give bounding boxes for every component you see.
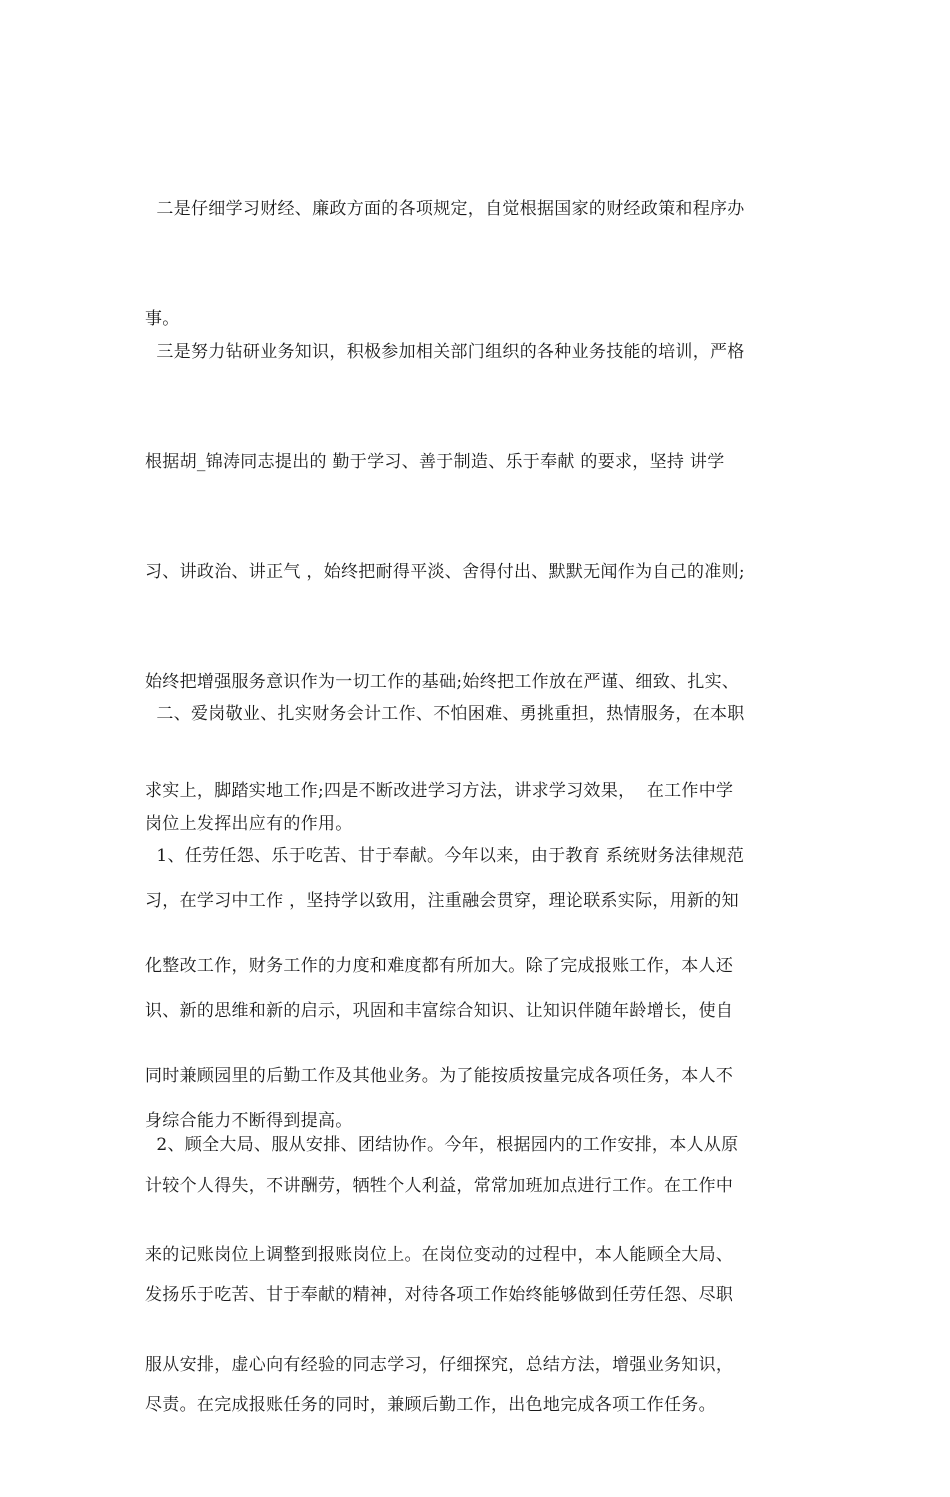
paragraph-5 <box>145 1054 810 1457</box>
text-line: 习、讲政治、讲正气 ，始终把耐得平淡、舍得付出、默默无闻作为自己的准则; <box>145 561 745 582</box>
text-line: 尽责。在完成报账任务的同时，兼顾后勤工作，出色地完成各项工作任务。 <box>145 1395 716 1416</box>
text-line: 来的记账岗位上调整到报账岗位上。在岗位变动的过程中，本人能顾全大局、 <box>145 1244 734 1265</box>
text-line: 三是努力钻研业务知识，积极参加相关部门组织的各种业务技能的培训，严格 <box>145 342 745 363</box>
text-line: 识、新的思维和新的启示，巩固和丰富综合知识、让知识伴随年龄增长，使自 <box>145 1000 734 1021</box>
text-line: 求实上，脚踏实地工作;四是不断改进学习方法，讲求学习效果， 在工作中学 <box>145 781 734 802</box>
text-line: 1、任劳任怨、乐于吃苦、甘于奉献。今年以来，由于教育 系统财务法律规范 <box>145 846 745 867</box>
text-line: 二是仔细学习财经、廉政方面的各项规定，自觉根据国家的财经政策和程序办 <box>145 199 745 220</box>
text-line: 身综合能力不断得到提高。 <box>145 1110 353 1131</box>
text-line: 计较个人得失，不讲酬劳，牺牲个人利益，常常加班加点进行工作。在工作中 <box>145 1175 734 1196</box>
text-line: 根据胡_锦涛同志提出的 勤于学习、善于制造、乐于奉献 的要求，坚持 讲学 <box>145 451 725 472</box>
text-line: 2、顾全大局、服从安排、团结协作。今年，根据园内的工作安排，本人从原 <box>145 1135 739 1156</box>
text-line: 始终把增强服务意识作为一切工作的基础;始终把工作放在严谨、细致、扎实、 <box>145 671 740 692</box>
text-line: 化整改工作，财务工作的力度和难度都有所加大。除了完成报账工作，本人还 <box>145 955 734 976</box>
text-line: 岗位上发挥出应有的作用。 <box>145 813 353 834</box>
text-line: 习，在学习中工作 ，坚持学以致用，注重融会贯穿，理论联系实际，用新的知 <box>145 891 739 912</box>
text-line: 二、爱岗敬业、扎实财务会计工作、不怕困难、勇挑重担，热情服务，在本职 <box>145 704 745 725</box>
text-line: 事。 <box>145 308 180 329</box>
text-line: 服从安排，虚心向有经验的同志学习，仔细探究，总结方法，增强业务知识， <box>145 1354 734 1375</box>
text-line: 同时兼顾园里的后勤工作及其他业务。为了能按质按量完成各项任务，本人不 <box>145 1065 734 1086</box>
text-line: 发扬乐于吃苦、甘于奉献的精神，对待各项工作始终能够做到任劳任怨、尽职 <box>145 1285 734 1306</box>
